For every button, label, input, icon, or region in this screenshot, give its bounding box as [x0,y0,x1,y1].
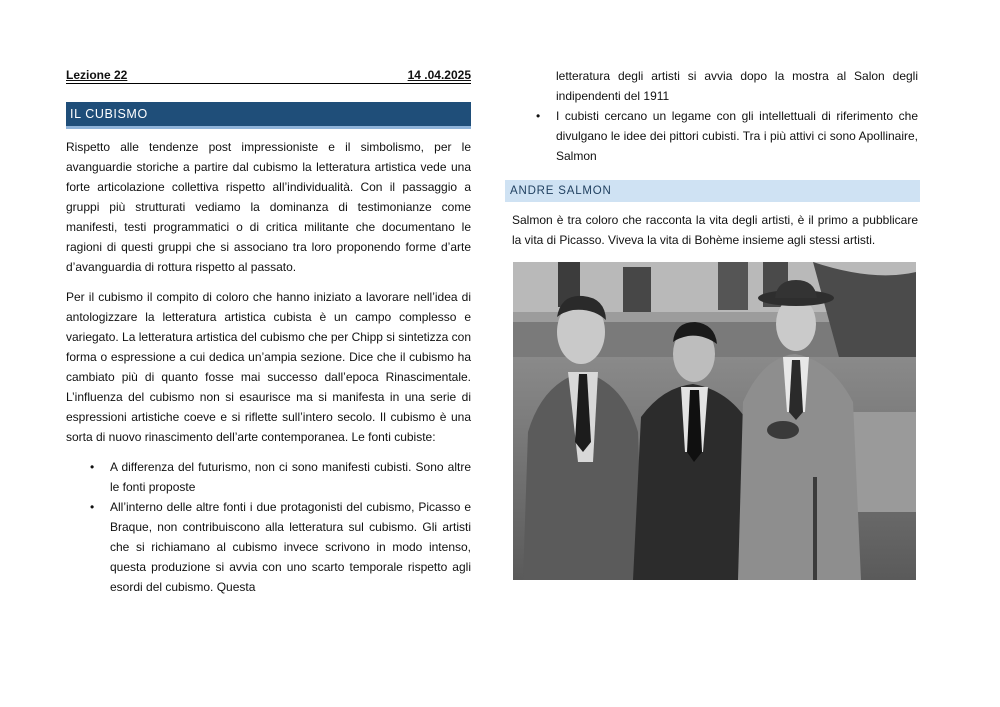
left-column [66,68,471,597]
sources-list-continued [508,106,918,166]
list-item [66,497,471,597]
list-item-text: I cubisti cercano un legame con gli intellettuali di riferimento che divulgano le idee dei pittori cubisti. Tra i più attivi ci sono Apollinaire, Salmon [556,109,918,163]
section-heading-cubismo [66,102,471,129]
list-item [66,457,471,497]
bullet-icon: • [90,500,95,514]
lesson-number: Lezione 22 [66,68,128,82]
photo-image [513,262,916,580]
right-column [508,66,918,580]
bullet-icon: • [536,109,541,123]
lesson-date: 14 .04.2025 [407,68,471,82]
list-item [508,106,918,166]
section-title: ANDRE SALMON [510,185,612,197]
section-title: IL CUBISMO [70,107,148,121]
photo-salmon-picasso [513,262,916,580]
paragraph-intro: Rispetto alle tendenze post impressioniste e il simbolismo, per le avanguardie storiche a partire dal cubismo la letteratura artistica vede una forte articolazione collettiva rispetto all’individualità. Con il passaggio a gruppi più strutturati vediamo la dominanza di testimonianze come manifesti, testi programmatici o di critica militante che documentano le ragioni di questi gruppi che si associano tra loro proponendo forme d’arte d’avanguardia di rottura rispetto al passato. [66,140,471,274]
list-item-text: All’interno delle altre fonti i due protagonisti del cubismo, Picasso e Braque, non contribuiscono alla letteratura sul cubismo. Gli artisti che si richiamano al cubismo invece scrivono in modo intenso, questa produzione si avvia con uno scarto temporale rispetto agli esordi del cubismo. Questa [110,500,471,594]
sources-list [66,457,471,597]
list-item-continuation: letteratura degli artisti si avvia dopo la mostra al Salon degli indipendenti del 1911 [556,69,918,103]
paragraph-salmon: Salmon è tra coloro che racconta la vita degli artisti, è il primo a pubblicare la vita di Picasso. Viveva la vita di Bohème insieme agli stessi artisti. [512,213,918,247]
section-heading-salmon [505,180,920,202]
paragraph-chipp: Per il cubismo il compito di coloro che hanno iniziato a lavorare nell’idea di antologizzare la letteratura artistica cubista è un campo complesso e variegato. La letteratura artistica del cubismo che per Chipp si sintetizza con forma o espressione a cui dedica un’ampia sezione. Dice che il cubismo ha cambiato più di quanto fosse mai successo dall’epoca Rinascimentale. L’influenza del cubismo non si esaurisce ma si manifesta in una serie di espressioni artistiche coeve e si riflette sull’intero secolo. Il cubismo è una sorta di nuovo rinascimento dell’arte contemporanea. Le fonti cubiste: [66,290,471,444]
lesson-header [66,68,471,84]
list-item-text: A differenza del futurismo, non ci sono manifesti cubisti. Sono altre le fonti proposte [110,460,471,494]
bullet-icon: • [90,460,95,474]
